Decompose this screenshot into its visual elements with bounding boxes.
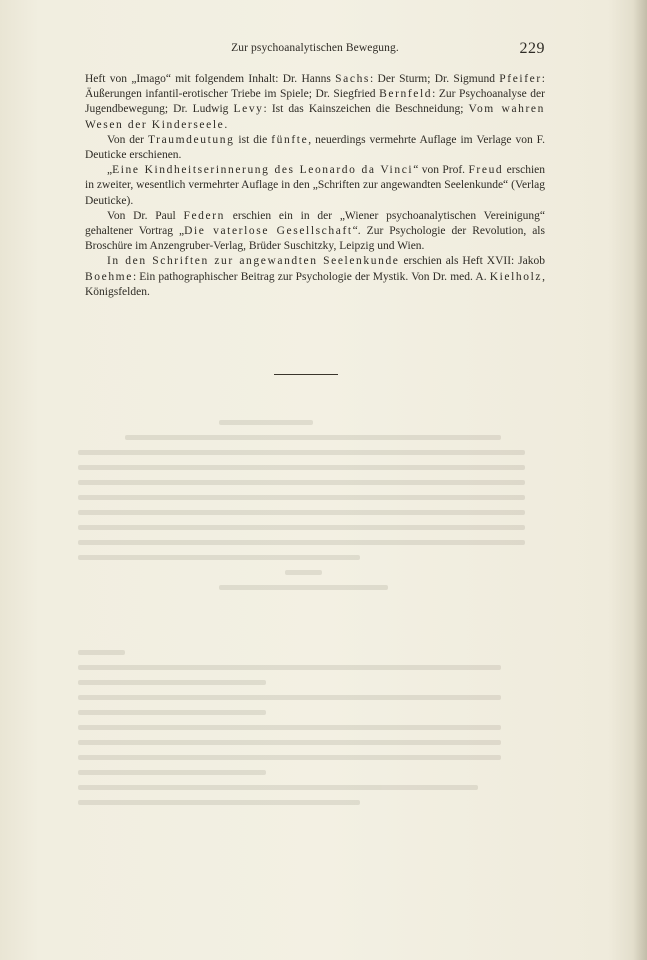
spaced-emphasis-text: In den Schriften zur angewandten Seelenkunde — [107, 255, 400, 268]
spaced-emphasis-text: Sachs — [335, 73, 371, 85]
text-run: , neuerdings vermehrte Auflage im Verlage von F. Deuticke erschienen. — [85, 133, 546, 162]
reverse-side-bleed-through — [78, 420, 548, 840]
text-run: ist die — [234, 133, 272, 146]
text-run: erschien ein in der „Wiener psychoanalytischen Vereinigung“ gehaltener Vortrag „ — [85, 209, 545, 238]
spaced-emphasis-text: Vom wahren Wesen der Kinderseele — [85, 103, 545, 131]
text-run: : Ein pathographischer Beitrag zur Psychologie der Mystik. Von Dr. med. A. — [132, 270, 490, 283]
text-run: Von Dr. Paul — [107, 209, 184, 222]
spaced-emphasis-text: Eine Kindheitserinnerung des Leonardo da Vinci — [112, 164, 414, 177]
text-run: „ — [107, 164, 113, 177]
text-run: “. Zur Psychologie der Revolution, als Broschüre im Anzengruber-Verlag, Brüder Suschitzky, Leipzig und Wien. — [85, 225, 545, 253]
spaced-emphasis-text: Die vaterlose Gesellschaft — [184, 225, 353, 238]
text-run: . — [224, 118, 228, 131]
text-run: Heft von „Imago“ mit folgendem Inhalt: Dr. Hanns — [85, 73, 336, 85]
binding-shadow — [633, 0, 647, 960]
spaced-emphasis-text: Pfeifer — [499, 73, 542, 85]
spaced-emphasis-text: Boehme — [85, 270, 133, 283]
text-run: : Äußerungen infantil-erotischer Triebe im Spiele; Dr. Siegfried — [85, 73, 545, 101]
paragraph — [85, 163, 545, 209]
paragraph — [85, 254, 545, 300]
text-run: erschien als Heft XVII: Jakob — [399, 255, 545, 268]
spaced-emphasis-text: Federn — [183, 209, 225, 222]
text-run: : Ist das Kainszeichen die Beschneidung; — [263, 103, 469, 116]
text-run: , Königsfelden. — [85, 270, 545, 298]
spaced-emphasis-text: Levy — [233, 103, 264, 116]
spaced-emphasis-text: Freud — [468, 164, 504, 177]
page-header — [85, 40, 545, 60]
body-text — [85, 72, 545, 300]
spaced-emphasis-text: Kielholz — [489, 270, 543, 283]
section-divider — [274, 374, 338, 375]
spaced-emphasis-text: Traumdeutung — [147, 133, 235, 146]
text-run: Von der — [107, 133, 148, 146]
paragraph — [85, 209, 545, 255]
spaced-emphasis-text: Bernfeld — [379, 88, 433, 101]
paragraph — [85, 72, 545, 133]
paragraph — [85, 133, 545, 163]
spaced-emphasis-text: fünfte — [271, 133, 309, 146]
text-run: : Der Sturm; Dr. Sigmund — [370, 73, 500, 85]
text-run: : Zur Psychoanalyse der Jugendbewegung; Dr. Ludwig — [85, 88, 545, 116]
page-number: 229 — [519, 40, 545, 57]
text-run: “ von Prof. — [413, 164, 469, 177]
text-run: erschien in zweiter, wesentlich vermehrter Auflage in den „Schriften zur angewandten Seelenkunde“ (Verlag Deuticke). — [85, 164, 545, 207]
running-title: Zur psychoanalytischen Bewegung. — [231, 42, 399, 54]
